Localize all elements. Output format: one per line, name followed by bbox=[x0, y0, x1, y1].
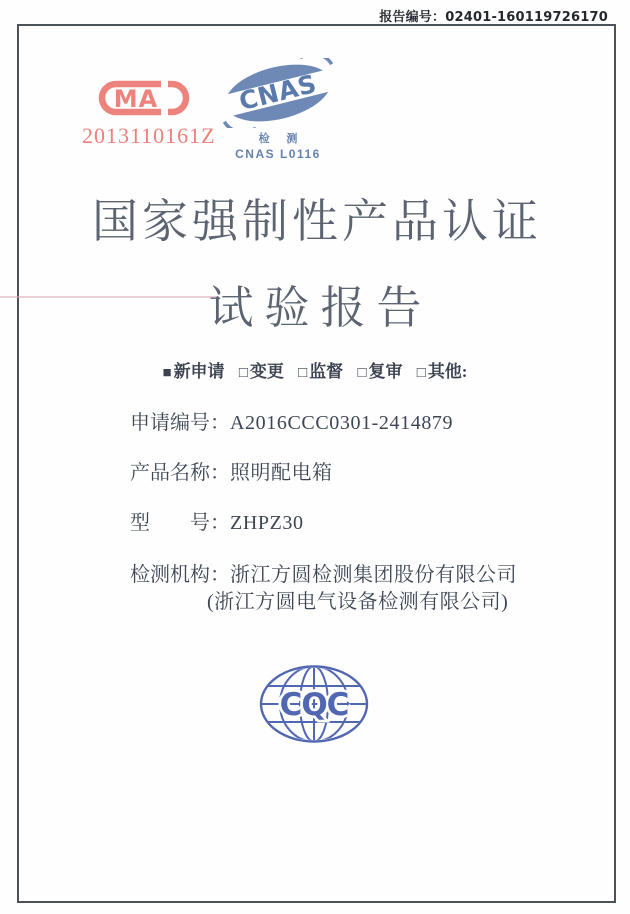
cqc-logo bbox=[257, 663, 371, 750]
field-value: ZHPZ30 bbox=[230, 512, 304, 534]
option-label: 监督 bbox=[309, 362, 344, 381]
document-title-line1: 国家强制性产品认证 bbox=[92, 196, 542, 247]
option-label: 新申请 bbox=[173, 362, 225, 381]
field-label: 申请编号： bbox=[130, 412, 230, 434]
field-application-number bbox=[130, 410, 453, 437]
option-label: 变更 bbox=[249, 362, 284, 381]
option-change bbox=[239, 362, 284, 381]
cma-certificate-number: 2013110161Z bbox=[82, 123, 216, 148]
cnas-letters: CNAS bbox=[236, 68, 320, 117]
cqc-globe-icon bbox=[257, 663, 371, 745]
option-supervision bbox=[298, 362, 343, 381]
option-other bbox=[417, 362, 468, 381]
field-label: 产品名称： bbox=[130, 462, 230, 484]
field-value: 照明配电箱 bbox=[230, 462, 333, 484]
document-title-line2: 试验报告 bbox=[208, 283, 433, 333]
field-value: A2016CCC0301-2414879 bbox=[230, 412, 454, 434]
field-model bbox=[130, 510, 304, 537]
cma-letters: MA bbox=[113, 85, 159, 113]
field-testing-organization bbox=[130, 562, 517, 589]
checkbox-empty-icon: □ bbox=[298, 365, 308, 381]
cqc-letters: CQC bbox=[279, 687, 349, 723]
cma-mark-icon bbox=[98, 80, 190, 116]
field-testing-organization-line2: (浙江方圆电气设备检测有限公司) bbox=[207, 591, 509, 613]
option-label: 其他: bbox=[427, 362, 468, 381]
field-label: 型 号： bbox=[130, 512, 230, 534]
cnas-mark-icon bbox=[214, 58, 342, 128]
application-type-options bbox=[0, 361, 630, 384]
field-value: 浙江方圆检测集团股份有限公司 bbox=[230, 564, 517, 586]
cnas-accreditation-number: CNAS L0116 bbox=[235, 147, 321, 161]
cnas-jiance-label: 检 测 bbox=[258, 133, 305, 145]
checkbox-empty-icon: □ bbox=[416, 365, 426, 381]
cma-logo bbox=[82, 80, 216, 149]
option-label: 复审 bbox=[368, 362, 403, 381]
cnas-logo bbox=[212, 58, 344, 161]
report-number-value: 02401-160119726170 bbox=[445, 10, 608, 25]
checkbox-empty-icon: □ bbox=[357, 365, 367, 381]
checkbox-filled-icon: ■ bbox=[162, 365, 172, 381]
field-label: 检测机构： bbox=[130, 564, 230, 586]
option-new-application bbox=[163, 362, 225, 381]
option-review bbox=[357, 362, 402, 381]
report-number-label: 报告编号： bbox=[379, 10, 446, 25]
checkbox-empty-icon: □ bbox=[238, 365, 248, 381]
report-number bbox=[379, 6, 608, 25]
field-product-name bbox=[130, 460, 333, 487]
